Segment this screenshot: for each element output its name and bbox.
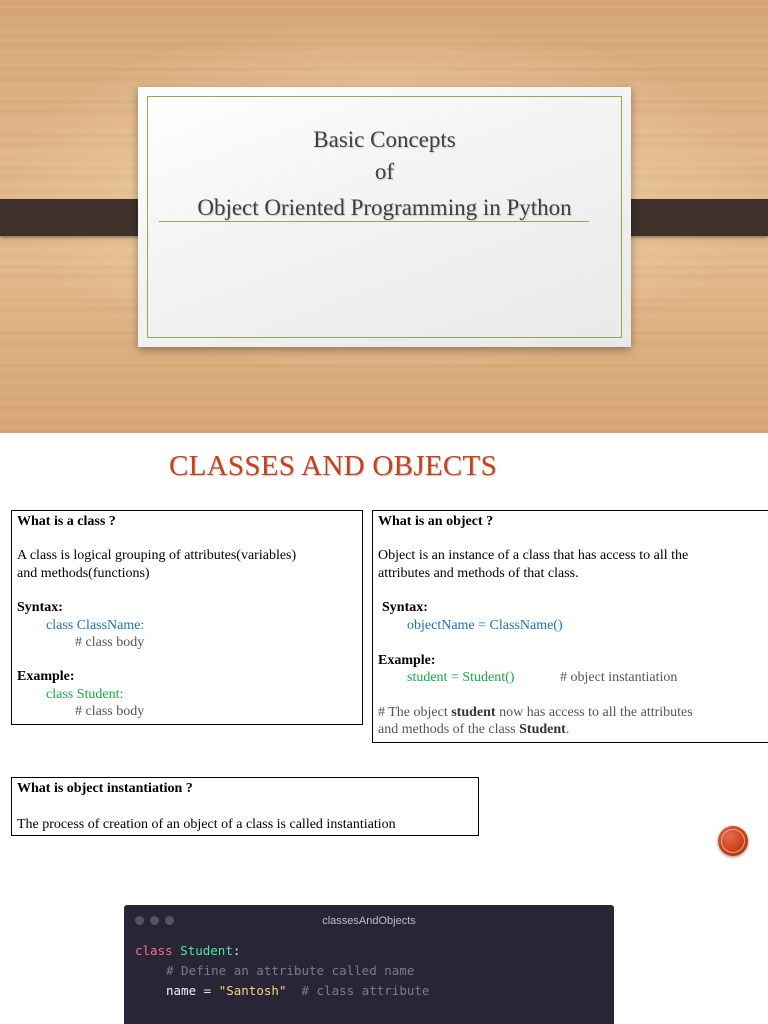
code-line-1 [135, 943, 240, 958]
class-definition-box [11, 510, 363, 725]
object-syntax-code: objectName = ClassName() [407, 618, 563, 633]
class-syntax-label: Syntax: [17, 600, 63, 615]
note-bold-class: Student [519, 722, 566, 737]
title-band-left [0, 199, 155, 236]
title-band-right [613, 199, 768, 236]
decorative-orb-icon [718, 826, 748, 856]
code-keyword: class [135, 943, 173, 958]
code-operator: = [196, 983, 219, 998]
title-slide [0, 0, 768, 433]
note-line2-prefix: and methods of the class [378, 722, 520, 737]
class-syntax-body: # class body [75, 635, 145, 650]
object-syntax-label: Syntax: [382, 600, 428, 615]
code-line-3 [166, 983, 429, 998]
code-colon: : [232, 943, 241, 958]
instantiation-desc: The process of creation of an object of a class is called instantiation [17, 817, 396, 832]
object-example-comment: # object instantiation [560, 670, 678, 685]
class-box-desc-line-1: A class is logical grouping of attributes(variables) [17, 548, 297, 563]
title-line-1: Basic Concepts [313, 127, 456, 152]
code-window-title: classesAndObjects [322, 915, 416, 927]
class-example-label: Example: [17, 669, 75, 684]
class-box-desc-line-2: and methods(functions) [17, 566, 150, 581]
object-example-code: student = Student() [407, 670, 515, 685]
title-line-2: of [374, 159, 395, 184]
object-note-line-1 [378, 704, 693, 722]
title-line-3: Object Oriented Programming in Python [197, 195, 572, 220]
title-underline [159, 221, 589, 222]
class-example-code: class Student: [46, 687, 124, 702]
object-definition-box [372, 510, 768, 743]
class-syntax-code: class ClassName: [46, 618, 145, 633]
note-prefix: # The object [378, 705, 452, 720]
object-example-label: Example: [378, 653, 436, 668]
object-box-heading: What is an object ? [378, 514, 494, 529]
class-box-heading: What is a class ? [17, 514, 116, 529]
code-line-2 [166, 963, 414, 978]
title-card [138, 87, 631, 347]
object-box-desc-line-2: attributes and methods of that class. [378, 566, 579, 581]
code-comment-inline: # class attribute [301, 983, 430, 998]
note-bold-student: student [451, 705, 496, 720]
note-end: . [565, 722, 570, 737]
note-mid: now has access to all the attributes [495, 705, 693, 720]
class-example-body: # class body [75, 704, 145, 719]
section-title: CLASSES AND OBJECTS [169, 450, 497, 482]
code-class-name: Student [180, 943, 233, 958]
object-note-line-2 [378, 721, 569, 739]
object-box-desc-line-1: Object is an instance of a class that has access to all the [378, 548, 689, 563]
instantiation-box [11, 777, 479, 836]
instantiation-heading: What is object instantiation ? [17, 781, 193, 796]
code-comment: # Define an attribute called name [166, 963, 415, 978]
code-variable: name [166, 983, 197, 998]
code-string: "Santosh" [218, 983, 287, 998]
